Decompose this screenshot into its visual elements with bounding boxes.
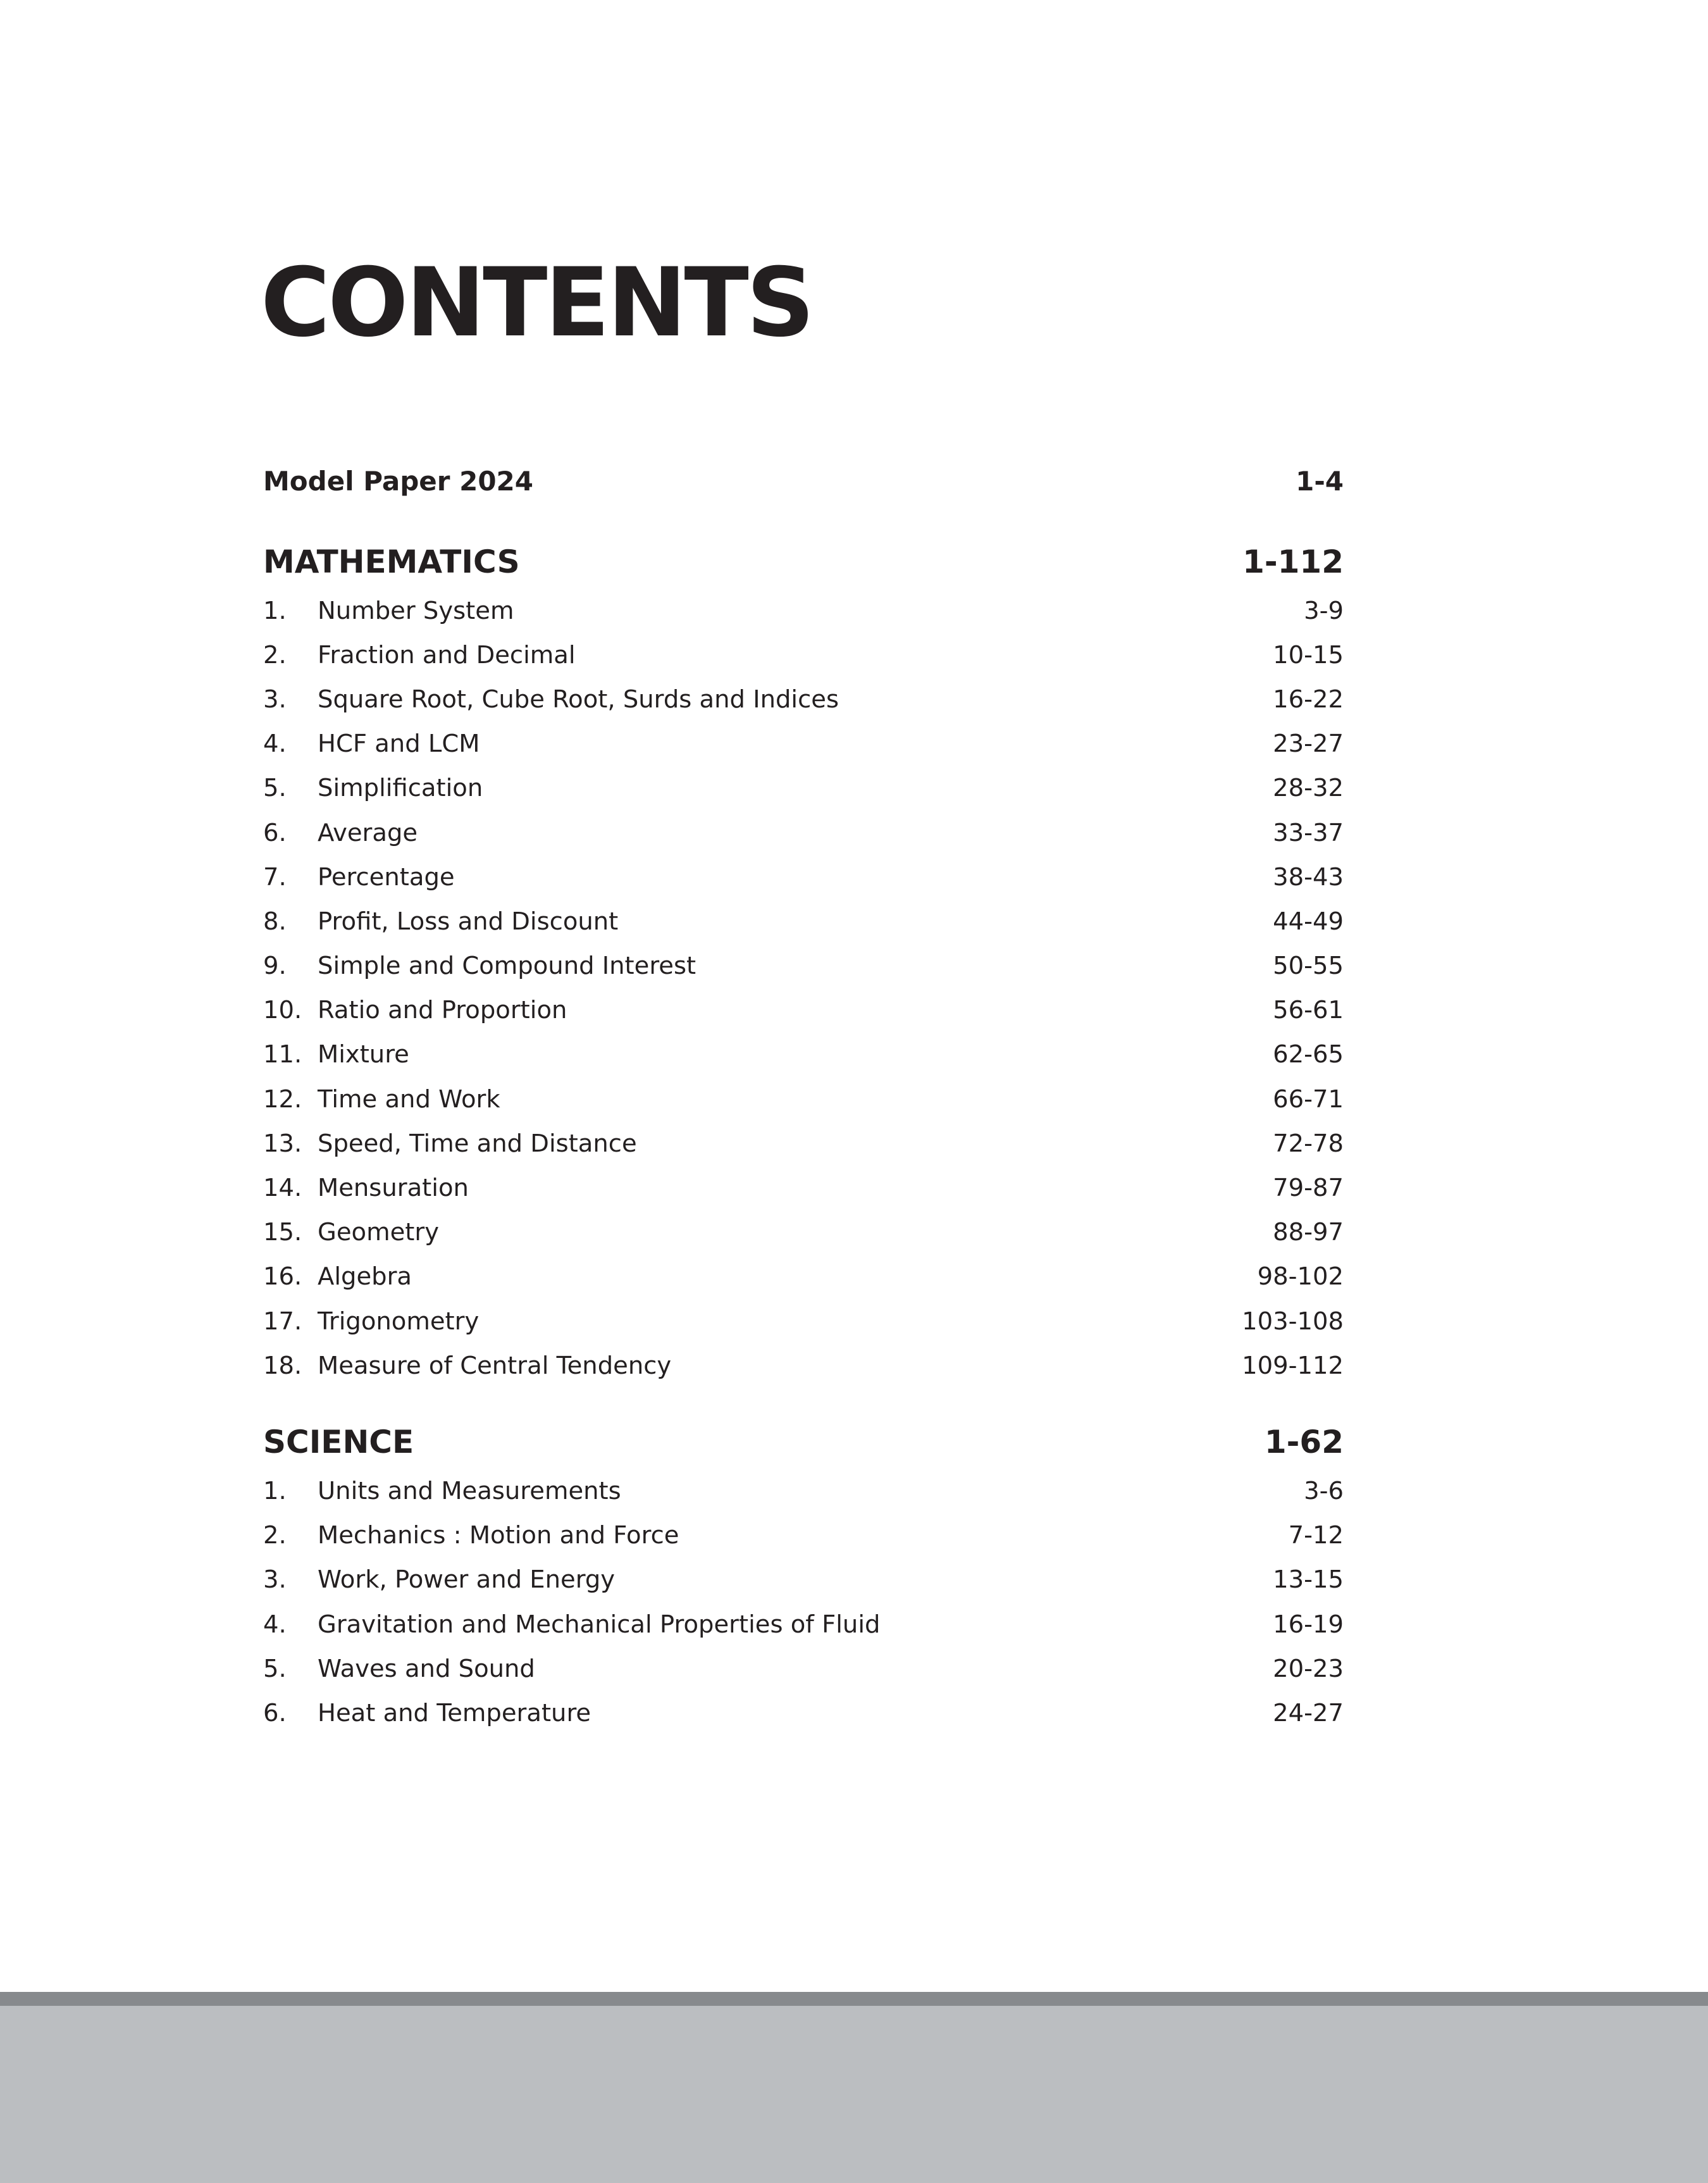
chapter-entry[interactable] bbox=[263, 1646, 1344, 1691]
chapter-pages: 50-55 bbox=[1273, 952, 1344, 981]
chapter-title: Simplification bbox=[318, 774, 483, 803]
model-paper-title: Model Paper 2024 bbox=[263, 465, 533, 497]
section-heading-mathematics[interactable] bbox=[263, 535, 1344, 588]
section-spacer bbox=[263, 506, 1344, 535]
page-title: CONTENTS bbox=[261, 248, 812, 358]
chapter-pages: 109-112 bbox=[1242, 1351, 1344, 1380]
chapter-pages: 28-32 bbox=[1273, 774, 1344, 803]
chapter-pages: 44-49 bbox=[1273, 907, 1344, 936]
chapter-entry[interactable] bbox=[263, 1255, 1344, 1299]
chapter-title: Mensuration bbox=[318, 1174, 469, 1203]
chapter-pages: 56-61 bbox=[1273, 996, 1344, 1025]
chapter-number: 16. bbox=[263, 1262, 302, 1291]
chapter-title: Work, Power and Energy bbox=[318, 1565, 616, 1595]
chapter-title: Percentage bbox=[318, 862, 455, 892]
chapter-list-mathematics bbox=[263, 588, 1344, 1388]
chapter-entry[interactable] bbox=[263, 855, 1344, 899]
chapter-entry[interactable] bbox=[263, 1299, 1344, 1343]
chapter-number: 3. bbox=[263, 1565, 287, 1595]
chapter-title: HCF and LCM bbox=[318, 730, 480, 759]
chapter-pages: 72-78 bbox=[1273, 1129, 1344, 1158]
chapter-pages: 62-65 bbox=[1273, 1040, 1344, 1069]
chapter-entry[interactable] bbox=[263, 1121, 1344, 1166]
chapter-pages: 7-12 bbox=[1288, 1521, 1344, 1550]
chapter-entry[interactable] bbox=[263, 1469, 1344, 1513]
chapter-title: Algebra bbox=[318, 1262, 412, 1291]
chapter-pages: 38-43 bbox=[1273, 862, 1344, 892]
chapter-pages: 23-27 bbox=[1273, 730, 1344, 759]
chapter-title: Waves and Sound bbox=[318, 1654, 535, 1683]
chapter-pages: 98-102 bbox=[1257, 1262, 1344, 1291]
chapter-number: 14. bbox=[263, 1174, 302, 1203]
chapter-number: 12. bbox=[263, 1085, 302, 1114]
chapter-pages: 16-22 bbox=[1273, 685, 1344, 714]
chapter-pages: 3-9 bbox=[1304, 596, 1344, 625]
section-pages: 1-62 bbox=[1264, 1424, 1344, 1461]
chapter-entry[interactable] bbox=[263, 811, 1344, 855]
chapter-entry[interactable] bbox=[263, 988, 1344, 1033]
section-spacer bbox=[263, 1388, 1344, 1415]
chapter-entry[interactable] bbox=[263, 1558, 1344, 1602]
chapter-pages: 16-19 bbox=[1273, 1610, 1344, 1639]
chapter-title: Heat and Temperature bbox=[318, 1698, 591, 1727]
chapter-entry[interactable] bbox=[263, 1166, 1344, 1210]
chapter-pages: 88-97 bbox=[1273, 1218, 1344, 1247]
chapter-number: 5. bbox=[263, 1654, 287, 1683]
chapter-number: 13. bbox=[263, 1129, 302, 1158]
chapter-entry[interactable] bbox=[263, 588, 1344, 633]
section-title: SCIENCE bbox=[263, 1424, 414, 1461]
chapter-title: Number System bbox=[318, 596, 514, 625]
chapter-title: Mixture bbox=[318, 1040, 409, 1069]
chapter-entry[interactable] bbox=[263, 1077, 1344, 1121]
chapter-number: 3. bbox=[263, 685, 287, 714]
chapter-title: Trigonometry bbox=[318, 1307, 480, 1336]
chapter-number: 15. bbox=[263, 1218, 302, 1247]
chapter-entry[interactable] bbox=[263, 1691, 1344, 1735]
chapter-entry[interactable] bbox=[263, 722, 1344, 766]
chapter-number: 9. bbox=[263, 952, 287, 981]
chapter-pages: 13-15 bbox=[1273, 1565, 1344, 1595]
chapter-number: 1. bbox=[263, 1476, 287, 1505]
section-title: MATHEMATICS bbox=[263, 544, 520, 580]
chapter-title: Speed, Time and Distance bbox=[318, 1129, 637, 1158]
chapter-pages: 3-6 bbox=[1304, 1476, 1344, 1505]
chapter-pages: 24-27 bbox=[1273, 1698, 1344, 1727]
chapter-title: Square Root, Cube Root, Surds and Indices bbox=[318, 685, 839, 714]
chapter-pages: 66-71 bbox=[1273, 1085, 1344, 1114]
chapter-title: Simple and Compound Interest bbox=[318, 952, 696, 981]
section-science bbox=[263, 1415, 1344, 1735]
chapter-number: 6. bbox=[263, 1698, 287, 1727]
chapter-pages: 79-87 bbox=[1273, 1174, 1344, 1203]
chapter-title: Units and Measurements bbox=[318, 1476, 621, 1505]
chapter-entry[interactable] bbox=[263, 1514, 1344, 1558]
chapter-number: 17. bbox=[263, 1307, 302, 1336]
chapter-number: 18. bbox=[263, 1351, 302, 1380]
chapter-entry[interactable] bbox=[263, 1033, 1344, 1077]
chapter-entry[interactable] bbox=[263, 766, 1344, 811]
chapter-entry[interactable] bbox=[263, 899, 1344, 943]
chapter-title: Geometry bbox=[318, 1218, 439, 1247]
chapter-title: Gravitation and Mechanical Properties of Fluid bbox=[318, 1610, 881, 1639]
chapter-title: Ratio and Proportion bbox=[318, 996, 567, 1025]
chapter-number: 4. bbox=[263, 730, 287, 759]
chapter-entry[interactable] bbox=[263, 1602, 1344, 1646]
chapter-number: 1. bbox=[263, 596, 287, 625]
chapter-entry[interactable] bbox=[263, 677, 1344, 721]
chapter-number: 2. bbox=[263, 640, 287, 669]
chapter-number: 4. bbox=[263, 1610, 287, 1639]
chapter-pages: 103-108 bbox=[1242, 1307, 1344, 1336]
chapter-number: 2. bbox=[263, 1521, 287, 1550]
chapter-number: 7. bbox=[263, 862, 287, 892]
section-heading-science[interactable] bbox=[263, 1415, 1344, 1469]
chapter-list-science bbox=[263, 1469, 1344, 1735]
chapter-title: Average bbox=[318, 818, 418, 847]
chapter-title: Measure of Central Tendency bbox=[318, 1351, 672, 1380]
footer-band-light bbox=[0, 2006, 1708, 2183]
table-of-contents bbox=[263, 456, 1344, 1736]
chapter-title: Profit, Loss and Discount bbox=[318, 907, 619, 936]
chapter-pages: 10-15 bbox=[1273, 640, 1344, 669]
section-pages: 1-112 bbox=[1242, 544, 1344, 580]
section-mathematics bbox=[263, 535, 1344, 1388]
chapter-title: Mechanics : Motion and Force bbox=[318, 1521, 679, 1550]
chapter-entry[interactable] bbox=[263, 1343, 1344, 1388]
chapter-number: 11. bbox=[263, 1040, 302, 1069]
chapter-entry[interactable] bbox=[263, 944, 1344, 988]
model-paper-entry[interactable] bbox=[263, 456, 1344, 506]
chapter-title: Time and Work bbox=[318, 1085, 500, 1114]
chapter-pages: 33-37 bbox=[1273, 818, 1344, 847]
chapter-title: Fraction and Decimal bbox=[318, 640, 576, 669]
chapter-number: 6. bbox=[263, 818, 287, 847]
chapter-number: 8. bbox=[263, 907, 287, 936]
chapter-pages: 20-23 bbox=[1273, 1654, 1344, 1683]
footer-band-dark bbox=[0, 1992, 1708, 2006]
chapter-entry[interactable] bbox=[263, 633, 1344, 677]
model-paper-pages: 1-4 bbox=[1296, 465, 1344, 497]
chapter-entry[interactable] bbox=[263, 1210, 1344, 1255]
chapter-number: 10. bbox=[263, 996, 302, 1025]
chapter-number: 5. bbox=[263, 774, 287, 803]
